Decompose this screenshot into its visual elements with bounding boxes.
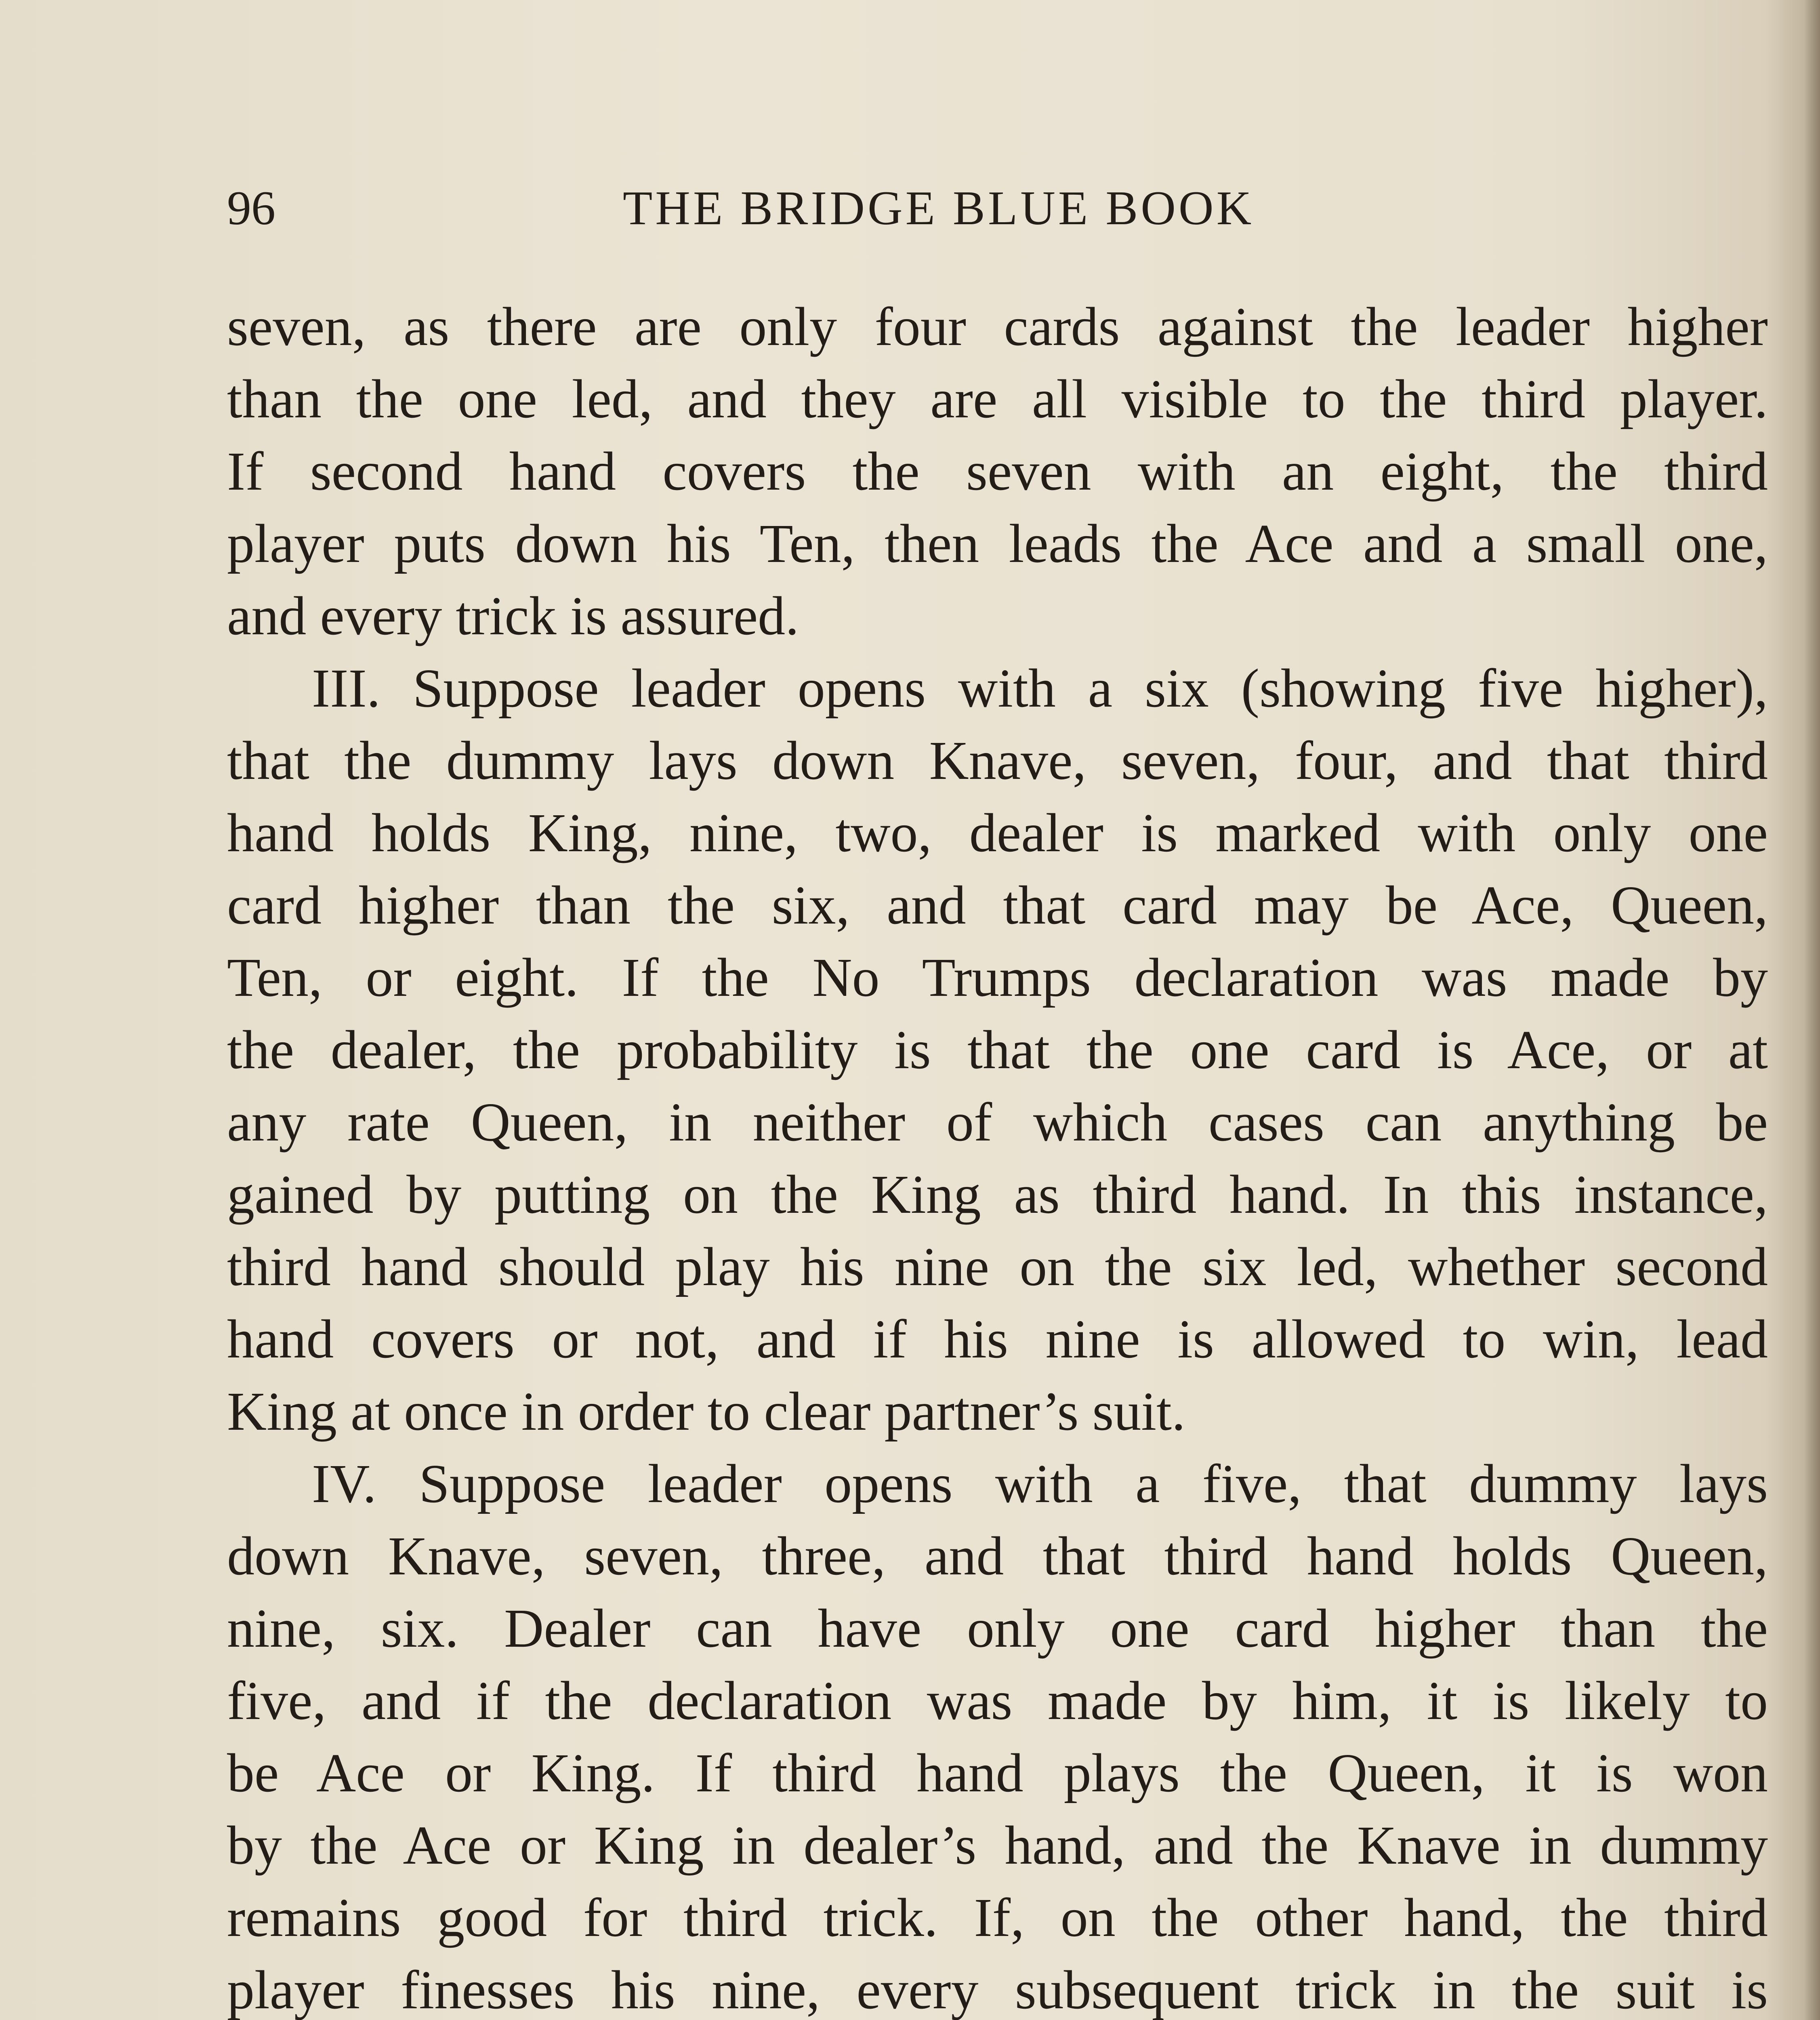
- text-line: than the one led, and they are all visible to the third player.: [227, 369, 1768, 429]
- text-line: third hand should play his nine on the six led, whether second: [227, 1237, 1768, 1297]
- text-line: seven, as there are only four cards against the leader higher: [227, 297, 1768, 357]
- text-line: and every trick is assured.: [227, 586, 799, 646]
- text-line: five, and if the declaration was made by him, it is likely to: [227, 1671, 1768, 1731]
- page-edge-shadow: [1804, 0, 1820, 2020]
- text-line: Ten, or eight. If the No Trumps declaration was made by: [227, 947, 1768, 1008]
- text-line: the dealer, the probability is that the one card is Ace, or at: [227, 1020, 1768, 1080]
- text-line: nine, six. Dealer can have only one card higher than the: [227, 1598, 1768, 1659]
- text-line: King at once in order to clear partner’s suit.: [227, 1381, 1185, 1442]
- page-header: [227, 178, 1768, 238]
- paragraph-start-line: III. Suppose leader opens with a six (showing five higher),: [312, 658, 1768, 719]
- text-line: hand holds King, nine, two, dealer is marked with only one: [227, 803, 1768, 863]
- body-text: [227, 291, 1768, 2020]
- text-line: If second hand covers the seven with an eight, the third: [227, 441, 1768, 502]
- text-line: down Knave, seven, three, and that third hand holds Queen,: [227, 1526, 1768, 1587]
- text-line: by the Ace or King in dealer’s hand, and the Knave in dummy: [227, 1815, 1768, 1876]
- text-line: remains good for third trick. If, on the other hand, the third: [227, 1887, 1768, 1948]
- text-line: card higher than the six, and that card may be Ace, Queen,: [227, 875, 1768, 936]
- page-number: 96: [227, 181, 275, 235]
- text-line: be Ace or King. If third hand plays the Queen, it is won: [227, 1743, 1768, 1803]
- text-line: any rate Queen, in neither of which cases can anything be: [227, 1092, 1768, 1153]
- text-line: player puts down his Ten, then leads the Ace and a small one,: [227, 513, 1768, 574]
- running-title: THE BRIDGE BLUE BOOK: [623, 181, 1255, 235]
- text-line: that the dummy lays down Knave, seven, four, and that third: [227, 730, 1768, 791]
- text-line: player finesses his nine, every subsequent trick in the suit is: [227, 1960, 1768, 2020]
- text-line: gained by putting on the King as third hand. In this instance,: [227, 1164, 1768, 1225]
- text-line: hand covers or not, and if his nine is allowed to win, lead: [227, 1309, 1768, 1370]
- paragraph-start-line: IV. Suppose leader opens with a five, that dummy lays: [312, 1454, 1768, 1514]
